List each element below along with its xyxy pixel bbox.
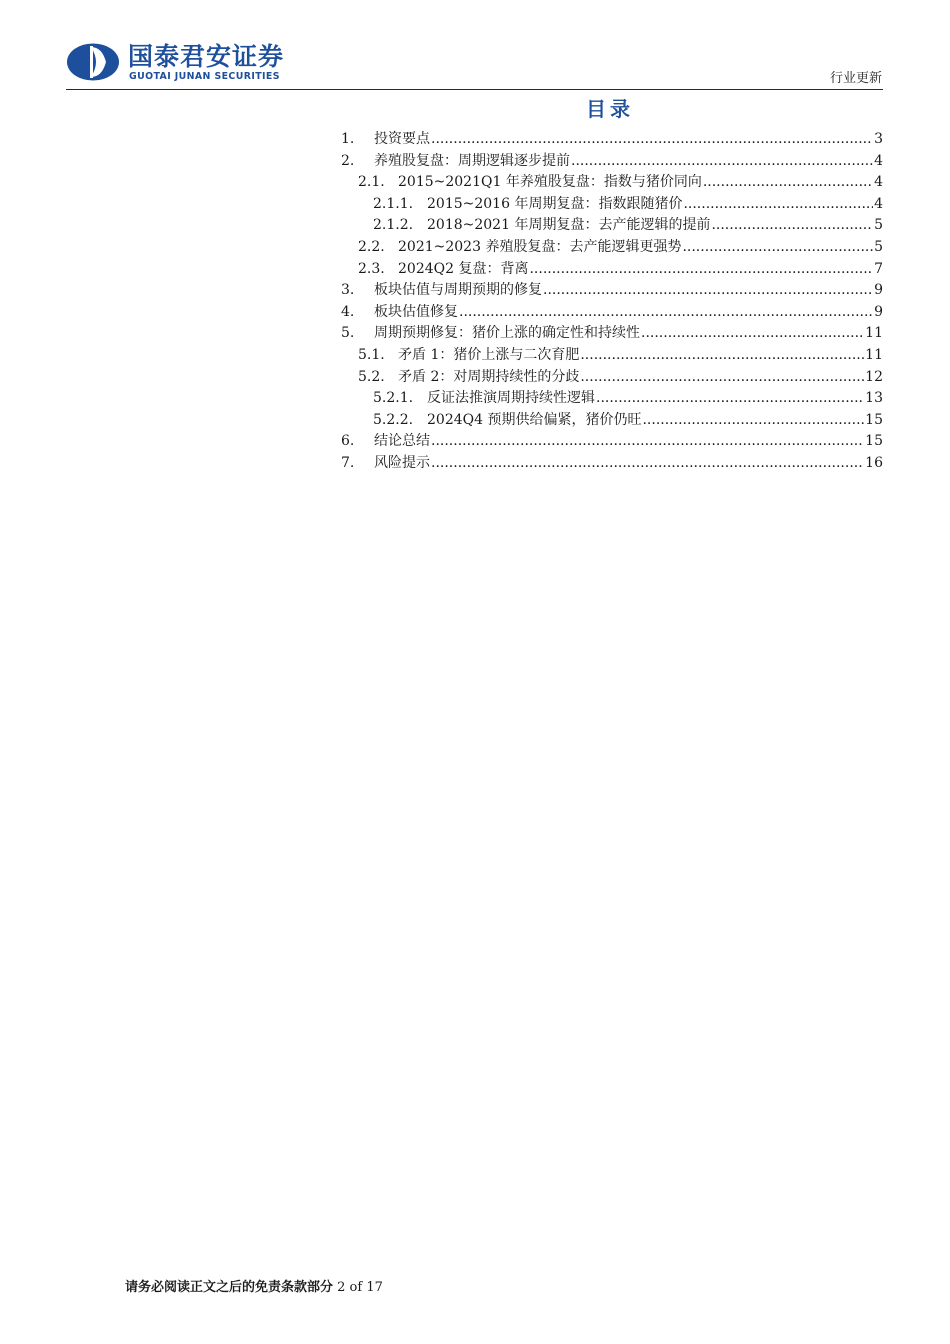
toc-entry-number: 2.3. (358, 260, 385, 277)
toc-leader-dots (571, 150, 873, 172)
toc-entry-title: 风险提示 (374, 455, 430, 471)
toc-entry[interactable] (358, 236, 883, 258)
toc-entry-title: 投资要点 (374, 131, 430, 147)
toc-entry-number: 5.1. (358, 347, 385, 363)
toc-entry-page: 15 (865, 411, 883, 428)
toc-leader-dots (683, 193, 873, 215)
toc-entry-title: 周期预期修复：猪价上涨的确定性和持续性 (374, 325, 640, 342)
toc-entry-title: 反证法推演周期持续性逻辑 (427, 390, 595, 407)
toc-entry-number: 1. (341, 131, 355, 147)
toc-entry[interactable] (341, 128, 883, 150)
toc-entry-title: 2024Q2 复盘：背离 (398, 260, 529, 277)
page-header (0, 0, 950, 92)
toc-leader-dots (596, 387, 864, 409)
toc-entry[interactable] (341, 322, 883, 344)
toc-entry-page: 12 (865, 368, 883, 385)
toc-entry-title: 矛盾 1：猪价上涨与二次育肥 (398, 347, 580, 363)
toc-leader-dots (431, 452, 864, 474)
toc-leader-dots (641, 322, 864, 344)
toc-leader-dots (459, 301, 873, 323)
toc-entry[interactable] (341, 452, 883, 474)
toc-entry-page: 4 (874, 195, 883, 212)
toc-title: 目录 (586, 97, 634, 121)
toc-entry-title: 2021~2023 养殖股复盘：去产能逻辑更强势 (398, 239, 682, 255)
toc-entry[interactable] (373, 387, 883, 409)
toc-entry-number: 3. (341, 282, 355, 299)
toc-entry-title: 结论总结 (374, 433, 430, 450)
toc-entry-page: 5 (874, 239, 883, 255)
toc-entry-page: 15 (865, 433, 883, 450)
brand-name-en: GUOTAI JUNAN SECURITIES (129, 71, 280, 82)
toc-entry-page: 11 (865, 347, 883, 363)
toc-leader-dots (580, 366, 864, 388)
toc-entry-number: 2.1.1. (373, 195, 414, 212)
toc-entry-title: 2015~2021Q1 年养殖股复盘：指数与猪价同向 (398, 174, 702, 191)
brand-name-cn: 国泰君安证券 (128, 42, 285, 71)
toc-entry[interactable] (341, 150, 883, 172)
toc-leader-dots (711, 214, 873, 236)
page-footer (125, 1279, 383, 1297)
toc-entry-number: 7. (341, 455, 355, 471)
toc-entry-page: 4 (874, 174, 883, 191)
toc-leader-dots (529, 258, 873, 280)
toc-entry[interactable] (341, 301, 883, 323)
toc-entry-number: 2.1.2. (373, 217, 414, 234)
toc-entry-title: 矛盾 2：对周期持续性的分歧 (398, 368, 580, 385)
toc-entry-page: 13 (865, 390, 883, 407)
toc-entry-title: 2024Q4 预期供给偏紧，猪价仍旺 (427, 411, 642, 428)
toc-entry[interactable] (373, 193, 883, 215)
toc-leader-dots (431, 430, 864, 452)
toc-entry-page: 9 (874, 303, 883, 320)
toc-entry-page: 3 (874, 131, 883, 147)
toc-entry[interactable] (341, 430, 883, 452)
toc-entry-number: 5.2.2. (373, 411, 414, 428)
toc-entry[interactable] (358, 171, 883, 193)
disclaimer-note: 请务必阅读正文之后的免责条款部分 (125, 1280, 334, 1295)
toc-leader-dots (703, 171, 873, 193)
toc-entry-number: 4. (341, 303, 355, 320)
toc-entry[interactable] (341, 279, 883, 301)
toc-entry-number: 6. (341, 433, 355, 450)
toc-leader-dots (642, 409, 864, 431)
toc-entry-title: 板块估值与周期预期的修复 (374, 282, 542, 299)
toc-entry-number: 2. (341, 152, 355, 169)
toc-entry-title: 养殖股复盘：周期逻辑逐步提前 (374, 152, 570, 169)
header-divider (66, 89, 883, 90)
toc-entry-title: 2015~2016 年周期复盘：指数跟随猪价 (427, 195, 683, 212)
toc-entry[interactable] (373, 214, 883, 236)
toc-entry-page: 16 (865, 455, 883, 471)
toc-leader-dots (431, 128, 873, 150)
toc-entry[interactable] (358, 366, 883, 388)
toc-entry[interactable] (358, 344, 883, 366)
toc-entry-number: 5.2. (358, 368, 385, 385)
toc-entry-number: 5.2.1. (373, 390, 414, 407)
toc-entry-title: 2018~2021 年周期复盘：去产能逻辑的提前 (427, 217, 711, 234)
report-type-label: 行业更新 (829, 71, 882, 86)
toc-entry-page: 9 (874, 282, 883, 299)
toc-entry-number: 2.1. (358, 174, 385, 191)
toc-entry-page: 11 (865, 325, 883, 342)
toc-entry-page: 7 (874, 260, 883, 277)
toc-entry-page: 4 (874, 152, 883, 169)
guotai-junan-logo-icon (66, 42, 120, 82)
toc-entry-number: 5. (341, 325, 355, 342)
toc-entry[interactable] (358, 258, 883, 280)
toc-leader-dots (580, 344, 864, 366)
toc-leader-dots (682, 236, 873, 258)
toc-entry-page: 5 (874, 217, 883, 234)
page-indicator: 2 of 17 (337, 1280, 383, 1295)
toc-entry[interactable] (373, 409, 883, 431)
toc-leader-dots (543, 279, 873, 301)
toc-entry-number: 2.2. (358, 239, 385, 255)
toc-entry-title: 板块估值修复 (374, 303, 458, 320)
